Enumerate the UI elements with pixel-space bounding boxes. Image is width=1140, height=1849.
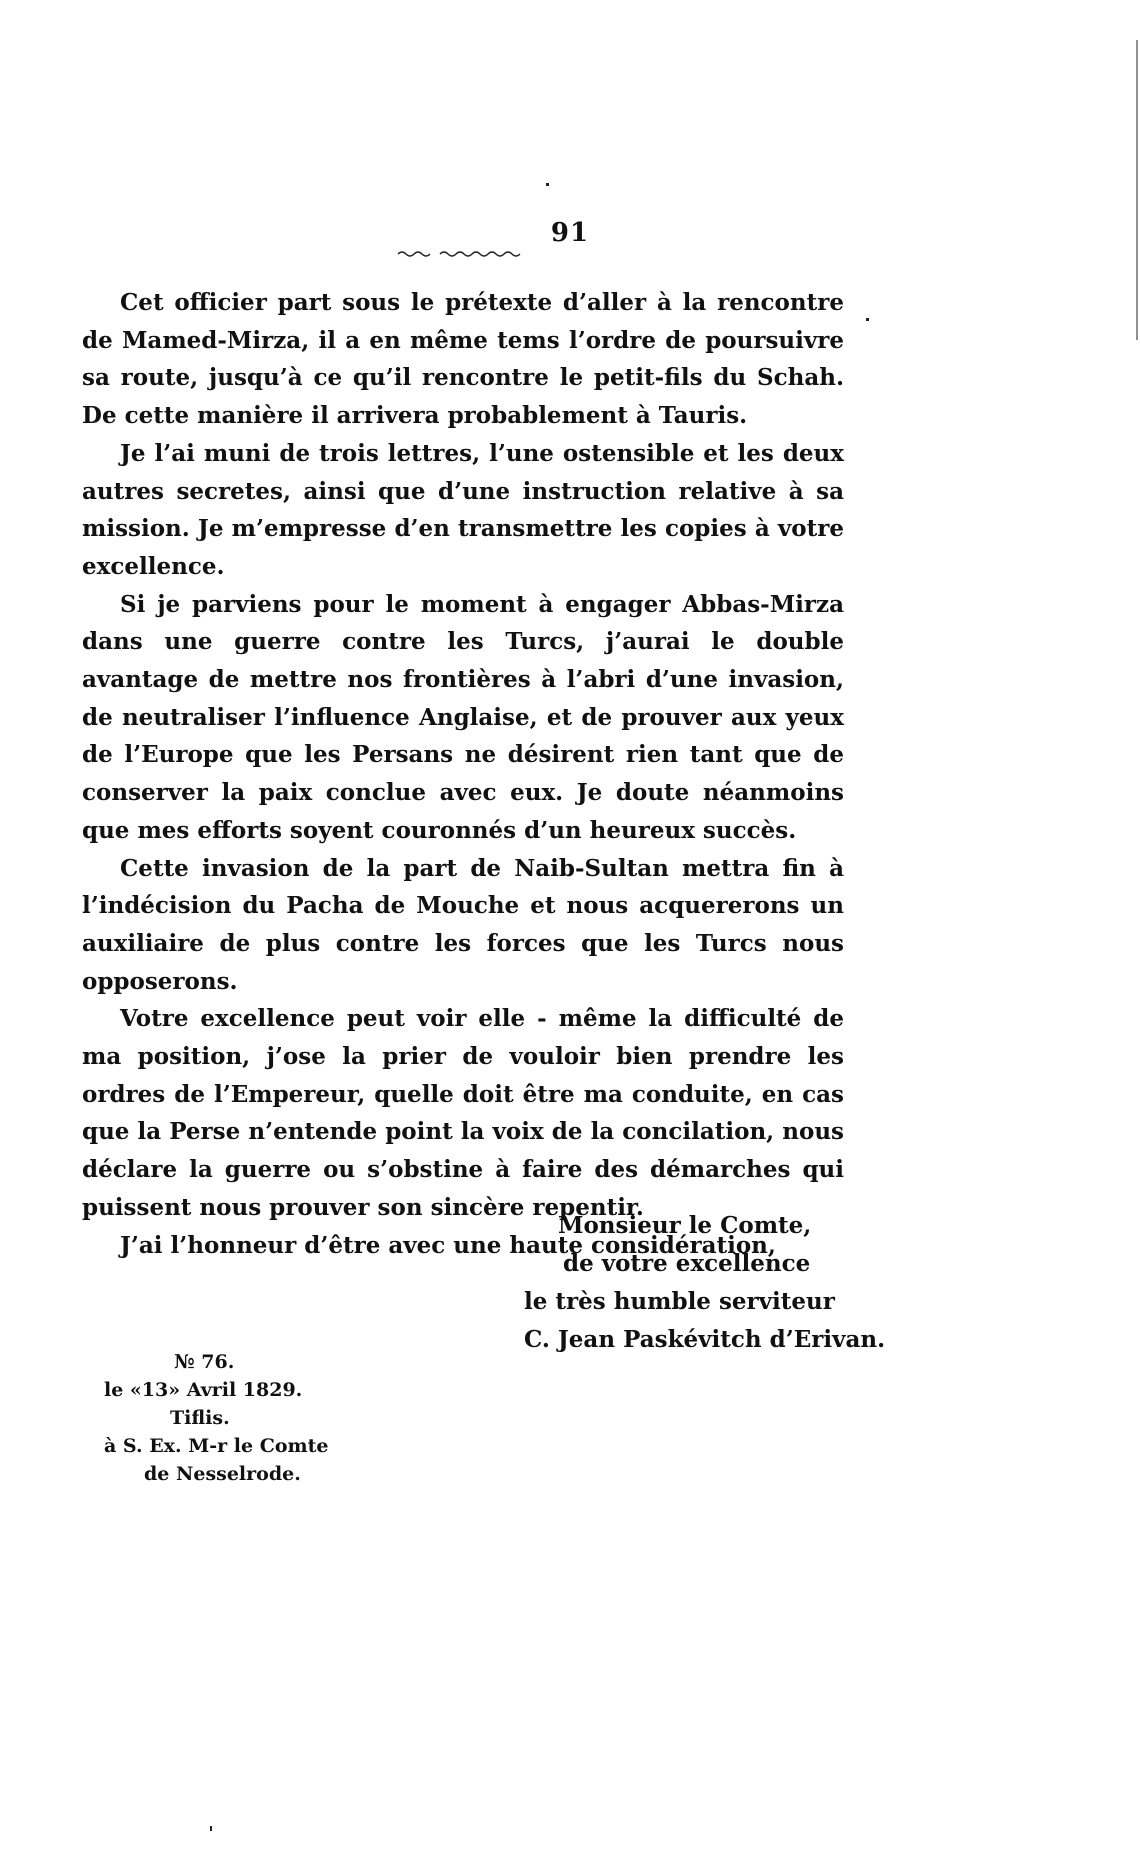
paragraph: Cet officier part sous le prétexte d’aller à la rencontre de Mamed-Mirza, il a en même tems l’ordre de poursuivre sa route, jusqu’à ce qu’il rencontre le petit-fils du Schah. De cette manière il arrivera probablement à Tauris. [82, 289, 844, 430]
scan-speck [546, 183, 549, 186]
document-place: Tiflis. [170, 1407, 230, 1429]
document-date: le «13» Avril 1829. [104, 1379, 303, 1401]
scan-speck [866, 318, 869, 321]
recipient-line: à S. Ex. M-r le Comte [104, 1435, 329, 1457]
document-number: № 76. [174, 1351, 235, 1373]
page-number: 91 [550, 218, 590, 248]
letter-body [82, 284, 844, 1264]
paragraph: Je l’ai muni de trois lettres, l’une ostensible et les deux autres secretes, ainsi que d’une instruction relative à sa mission. Je m’empresse d’en transmettre les copies à votre excellence. [82, 439, 844, 580]
paragraph: Votre excellence peut voir elle - même la difficulté de ma position, j’ose la prier de vouloir bien prendre les ordres de l’Empereur, quelle doit être ma conduite, en cas que la Perse n’entende point la voix de la concilation, nous déclare la guerre ou s’obstine à faire des démarches qui puissent nous prouver son sincère repentir. [82, 1005, 844, 1221]
recipient-line: de Nesselrode. [144, 1463, 301, 1485]
scan-speck [210, 1826, 212, 1831]
page-number-flourish [396, 248, 526, 258]
scan-edge-mark [1136, 40, 1138, 340]
salutation: Monsieur le Comte, [558, 1212, 812, 1239]
paragraph-closing-formula: J’ai l’honneur d’être avec une haute considération, [120, 1231, 776, 1259]
closing-line: le très humble serviteur [524, 1288, 835, 1315]
closing-line: de votre excellence [563, 1250, 811, 1277]
signature: C. Jean Paskévitch d’Erivan. [524, 1326, 886, 1353]
paragraph: Cette invasion de la part de Naib-Sultan mettra fin à l’indécision du Pacha de Mouche et nous acquererons un auxiliaire de plus contre les forces que les Turcs nous opposerons. [82, 854, 844, 995]
paragraph: Si je parviens pour le moment à engager Abbas-Mirza dans une guerre contre les Turcs, j’aurai le double avantage de mettre nos frontières à l’abri d’une invasion, de neutraliser l’influence Anglaise, et de prouver aux yeux de l’Europe que les Persans ne désirent rien tant que de conserver la paix conclue avec eux. Je doute néanmoins que mes efforts soyent couronnés d’un heureux succès. [82, 590, 844, 844]
